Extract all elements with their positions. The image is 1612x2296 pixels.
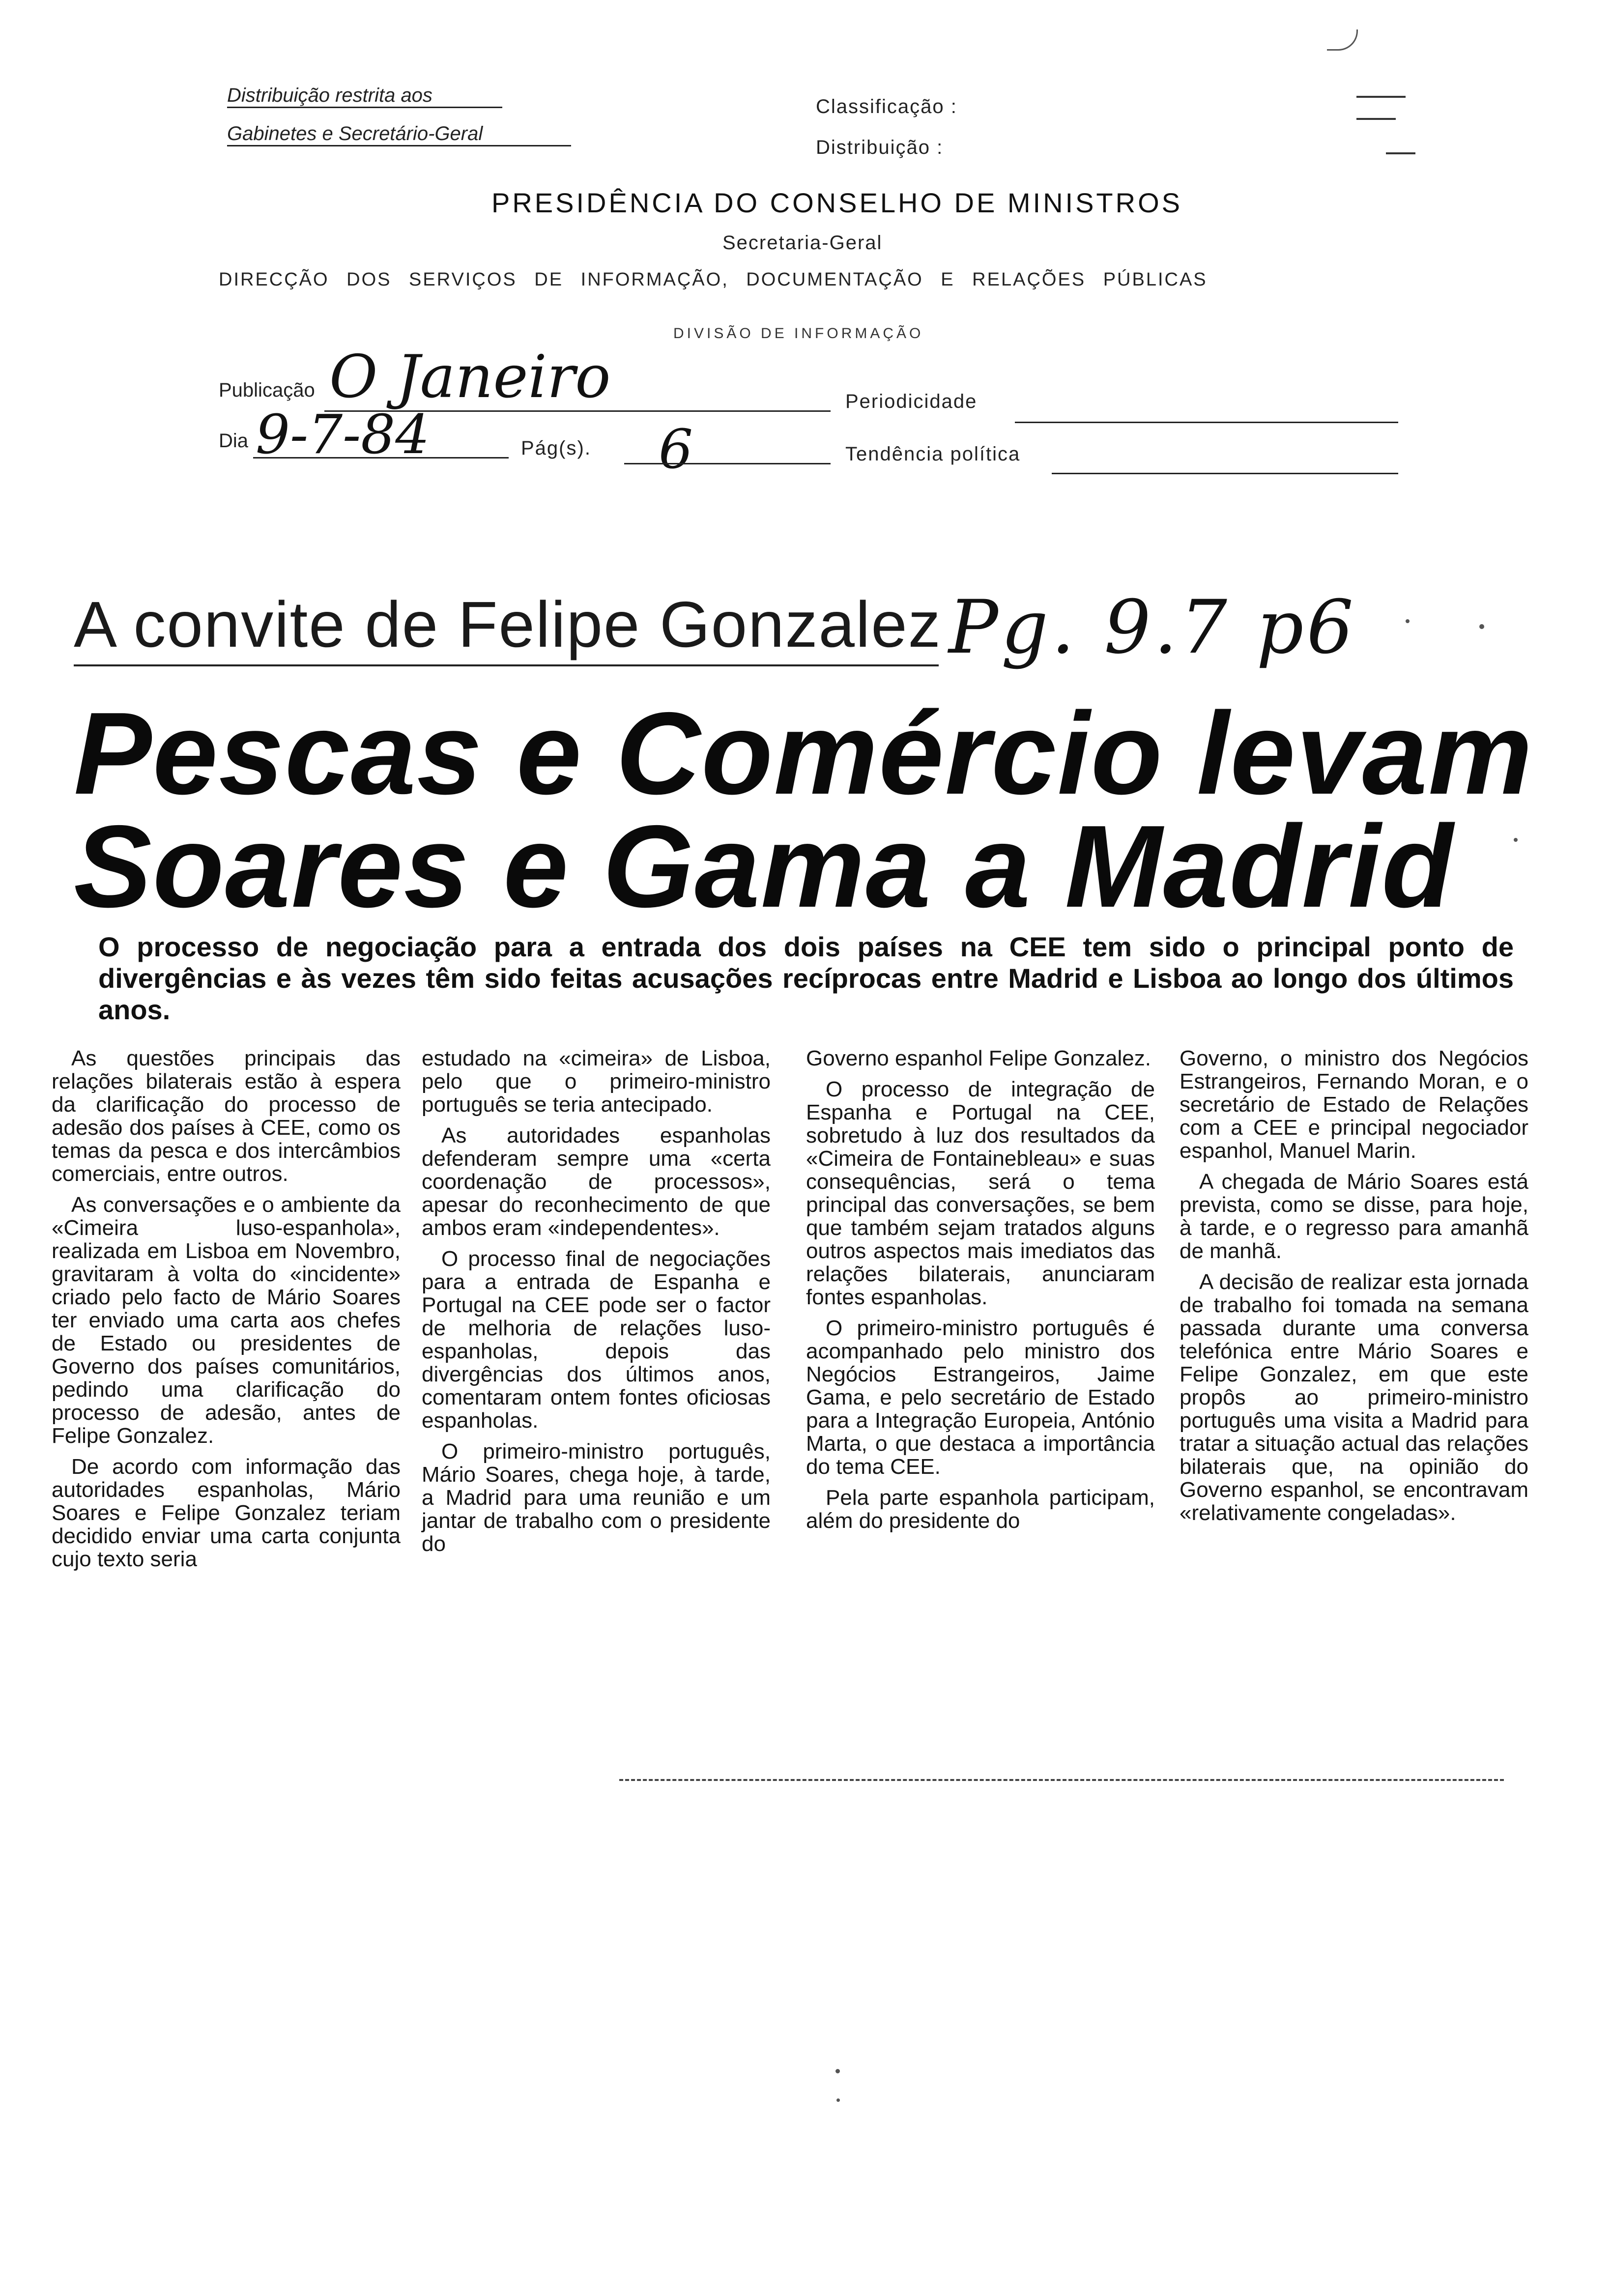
day-line bbox=[253, 457, 509, 459]
scan-speck bbox=[836, 2098, 840, 2102]
paragraph: estudado na «cimeira» de Lisboa, pelo que o primeiro-ministro português se teria antecipado. bbox=[422, 1046, 771, 1117]
restriction-line-2: Gabinetes e Secretário-Geral bbox=[227, 123, 571, 146]
paragraph: As conversações e o ambiente da «Cimeira luso-espanhola», realizada em Lisboa em Novembro, gravitaram à volta do «incidente» criado pelo facto de Mário Soares ter enviado uma carta aos chefes de Estado ou presidentes de Governo dos países comunitários, pedindo uma clarificação do processo de adesão, antes de Felipe Gonzalez. bbox=[52, 1193, 401, 1448]
paragraph: A decisão de realizar esta jornada de trabalho foi tomada na semana passada durante uma conversa telefónica entre Mário Soares e Felipe Gonzalez, em que este propôs ao primeiro-ministro português uma visita a Madrid para tratar a situação actual das relações bilaterais que, na opinião do Governo espanhol, se encontravam «relativamente congeladas». bbox=[1180, 1270, 1528, 1525]
paragraph: De acordo com informação das autoridades espanholas, Mário Soares e Felipe Gonzalez teriam decidido enviar uma carta conjunta cujo texto seria bbox=[52, 1455, 401, 1571]
scan-speck bbox=[835, 2069, 840, 2073]
periodicity-line bbox=[1015, 422, 1398, 423]
directorate-line: DIRECÇÃO DOS SERVIÇOS DE INFORMAÇÃO, DOCUMENTAÇÃO E RELAÇÕES PÚBLICAS bbox=[219, 269, 1208, 290]
pages-line bbox=[624, 463, 831, 464]
article-kicker: A convite de Felipe Gonzalez bbox=[74, 588, 942, 660]
scan-speck bbox=[1479, 624, 1484, 629]
division-line: DIVISÃO DE INFORMAÇÃO bbox=[673, 325, 924, 342]
paragraph: O processo final de negociações para a entrada de Espanha e Portugal na CEE pode ser o factor de melhoria de relações luso-espanholas, depois das divergências dos últimos anos, comentaram ontem fontes oficiosas espanholas. bbox=[422, 1247, 771, 1433]
headline-line-1: Pescas e Comércio levam bbox=[74, 689, 1533, 819]
article-column-3 bbox=[806, 1047, 1155, 1540]
paragraph: Governo espanhol Felipe Gonzalez. bbox=[806, 1046, 1151, 1070]
org-title: PRESIDÊNCIA DO CONSELHO DE MINISTROS bbox=[491, 187, 1182, 218]
paragraph: O processo de integração de Espanha e Portugal na CEE, sobretudo à luz dos resultados da «Cimeira de Fontainebleau» e suas consequências, será o tema principal das conversações, se bem que também sejam tratados alguns outros aspectos mais imediatos das relações bilaterais, anunciaram fontes espanholas. bbox=[806, 1077, 1155, 1309]
classification-label: Classificação : bbox=[816, 96, 957, 117]
paragraph: Governo, o ministro dos Negócios Estrangeiros, Fernando Moran, e o secretário de Estado de Relações com a CEE e principal negociador espanhol, Manuel Marin. bbox=[1180, 1046, 1528, 1163]
paragraph: Pela parte espanhola participam, além do presidente do bbox=[806, 1486, 1155, 1533]
corner-mark bbox=[1386, 152, 1415, 154]
paragraph: O primeiro-ministro português, Mário Soares, chega hoje, à tarde, a Madrid para uma reunião e um jantar de trabalho com o presidente do bbox=[422, 1439, 771, 1556]
corner-mark bbox=[1356, 118, 1396, 120]
article-column-2 bbox=[422, 1047, 771, 1563]
kicker-rule bbox=[74, 664, 939, 666]
pages-label: Pág(s). bbox=[521, 437, 591, 459]
article-column-4 bbox=[1180, 1047, 1528, 1532]
paragraph: As questões principais das relações bilaterais estão à espera da clarificação do processo de adesão dos países à CEE, como os temas da pesca e dos intercâmbios comerciais, entre outros. bbox=[52, 1046, 401, 1186]
paragraph: As autoridades espanholas defenderam sempre uma «certa coordenação de processos», apesar do reconhecimento de que ambos eram «independentes». bbox=[422, 1123, 771, 1240]
paragraph: O primeiro-ministro português é acompanhado pelo ministro dos Negócios Estrangeiros, Jaime Gama, e pelo secretário de Estado para a Integração Europeia, António Marta, o que destaca a importância do tema CEE. bbox=[806, 1316, 1155, 1479]
article-column-1 bbox=[52, 1047, 401, 1578]
pages-value: 6 bbox=[659, 418, 693, 481]
corner-mark bbox=[1356, 96, 1406, 98]
publication-value: O Janeiro bbox=[329, 343, 611, 411]
political-label: Tendência política bbox=[845, 443, 1021, 465]
org-subtitle: Secretaria-Geral bbox=[722, 232, 883, 254]
publication-label: Publicação bbox=[219, 379, 315, 401]
political-line bbox=[1052, 473, 1398, 474]
periodicity-label: Periodicidade bbox=[845, 391, 978, 412]
headline-line-2: Soares e Gama a Madrid bbox=[74, 802, 1454, 932]
scan-speck bbox=[1514, 838, 1518, 842]
distribution-label: Distribuição : bbox=[816, 137, 944, 158]
restriction-line-1: Distribuição restrita aos bbox=[227, 85, 502, 108]
day-value: 9-7-84 bbox=[256, 403, 430, 466]
article-lead: O processo de negociação para a entrada dos dois países na CEE tem sido o principal ponto de divergências e às vezes têm sido feitas acusações recíprocas entre Madrid e Lisboa ao longo dos últimos anos. bbox=[98, 931, 1514, 1025]
handwritten-note: Pg. 9.7 p6 bbox=[949, 585, 1356, 670]
clipping-bottom-edge bbox=[619, 1779, 1504, 1781]
scan-speck bbox=[1406, 619, 1410, 623]
corner-mark bbox=[1327, 29, 1358, 51]
paragraph: A chegada de Mário Soares está prevista, como se disse, para hoje, à tarde, e o regresso para amanhã de manhã. bbox=[1180, 1170, 1528, 1263]
day-label: Dia bbox=[219, 430, 249, 452]
